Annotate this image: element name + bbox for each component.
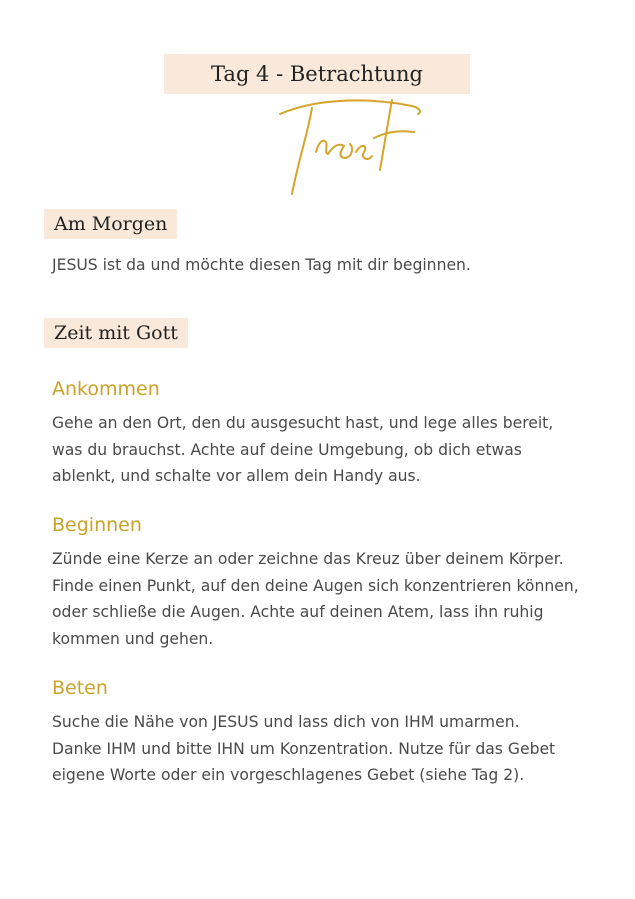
paragraph-beginnen — [52, 546, 612, 652]
morning-text-line: JESUS ist da und möchte diesen Tag mit dir beginnen. — [52, 256, 471, 274]
paragraph-line: oder schließe die Augen. Achte auf deinen Atem, lass ihn ruhig — [52, 603, 544, 621]
sub-heading-ankommen: Ankommen — [52, 378, 160, 400]
section-heading-time-with-god-text: Zeit mit Gott — [54, 322, 178, 344]
paragraph-line: Suche die Nähe von JESUS und lass dich von IHM umarmen. — [52, 713, 520, 731]
page-title — [164, 54, 470, 94]
paragraph-line: Danke IHM und bitte IHN um Konzentration. Nutze für das Gebet — [52, 739, 556, 758]
page-title-text: Tag 4 - Betrachtung — [211, 62, 423, 86]
paragraph-line: Gehe an den Ort, den du ausgesucht hast, und lege alles bereit, — [52, 414, 554, 432]
paragraph-beten — [52, 709, 612, 789]
sub-heading-beten: Beten — [52, 677, 108, 699]
paragraph-line: Finde einen Punkt, auf den deine Augen sich konzentrieren können, — [52, 576, 579, 595]
section-heading-morning-text: Am Morgen — [54, 213, 168, 235]
paragraph-line: ablenkt, und schalte vor allem dein Handy aus. — [52, 467, 421, 485]
script-word-trost — [272, 92, 432, 202]
section-heading-morning — [44, 209, 177, 239]
paragraph-line: eigene Worte oder ein vorgeschlagenes Gebet (siehe Tag 2). — [52, 766, 525, 784]
morning-text — [52, 252, 612, 279]
section-heading-time-with-god — [44, 318, 188, 348]
paragraph-line: was du brauchst. Achte auf deine Umgebung, ob dich etwas — [52, 440, 522, 459]
paragraph-line: kommen und gehen. — [52, 629, 214, 648]
paragraph-line: Zünde eine Kerze an oder zeichne das Kreuz über deinem Körper. — [52, 550, 564, 568]
sub-heading-beginnen: Beginnen — [52, 514, 142, 536]
paragraph-ankommen — [52, 410, 612, 490]
